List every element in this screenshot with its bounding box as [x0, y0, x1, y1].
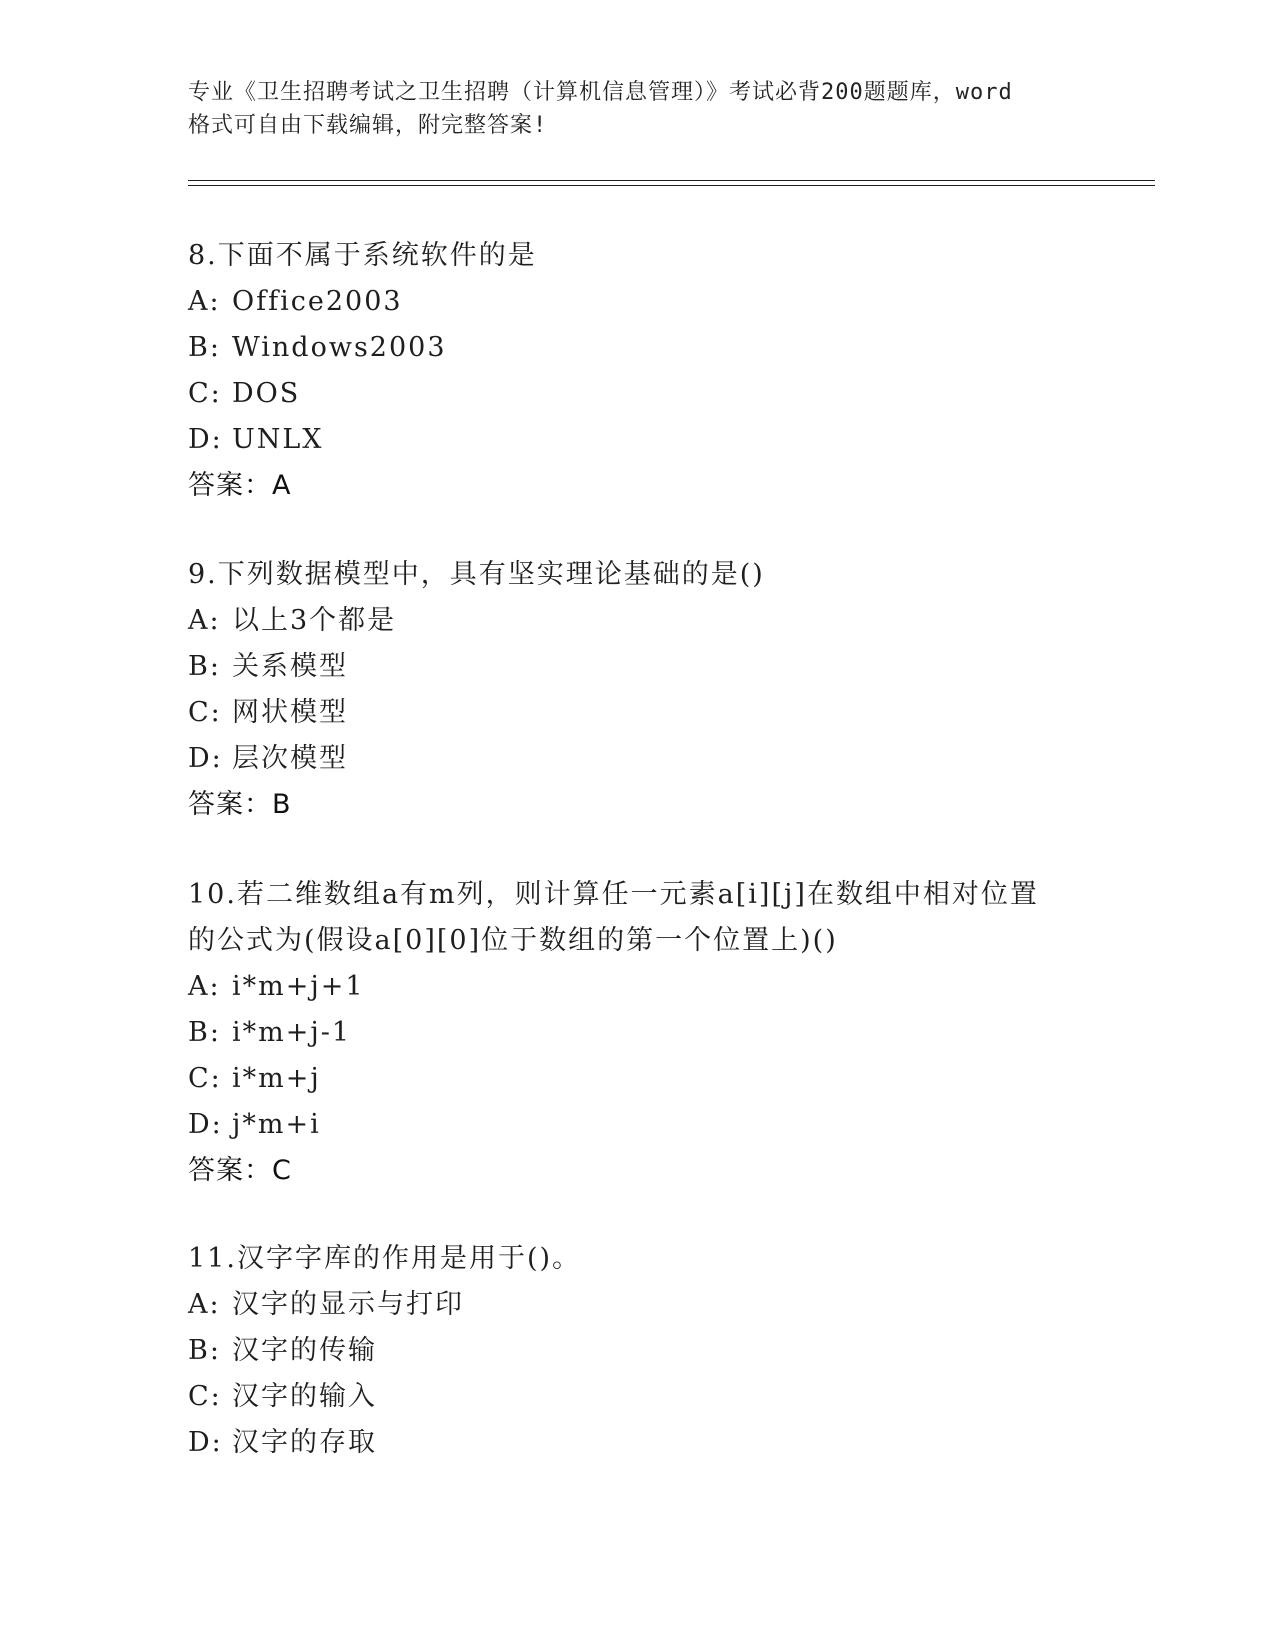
option-key: B:: [188, 1017, 221, 1048]
option-text: j*m+i: [232, 1109, 321, 1140]
option-text: 汉字的传输: [232, 1335, 377, 1366]
option-a: [188, 279, 1088, 325]
option-text: i*m+j+1: [232, 971, 365, 1002]
question-stem: 8.下面不属于系统软件的是: [188, 240, 537, 271]
option-text: Windows2003: [232, 332, 447, 363]
header-divider-bottom: [188, 185, 1155, 186]
option-key: C:: [188, 1381, 222, 1412]
option-c: [188, 1374, 1088, 1420]
option-key: D:: [188, 1427, 223, 1458]
option-a: [188, 1282, 1088, 1328]
option-key: C:: [188, 697, 222, 728]
option-key: B:: [188, 1335, 221, 1366]
option-d: [188, 1420, 1088, 1466]
question-stem-line-2: 的公式为(假设a[0][0]位于数组的第一个位置上)(): [188, 925, 838, 956]
document-header: [188, 76, 1088, 142]
option-text: Office2003: [232, 286, 403, 317]
option-key: C:: [188, 1063, 222, 1094]
question-stem-line-1: 10.若二维数组a有m列，则计算任一元素a[i][j]在数组中相对位置: [188, 879, 1039, 910]
option-text: 层次模型: [232, 743, 348, 774]
option-key: D:: [188, 424, 223, 455]
option-c: [188, 690, 1088, 736]
option-key: A:: [188, 1289, 221, 1320]
option-a: [188, 964, 1088, 1010]
option-text: DOS: [232, 378, 301, 409]
answer-line: 答案：C: [188, 1155, 292, 1186]
option-key: C:: [188, 378, 222, 409]
answer-line: 答案：B: [188, 789, 292, 820]
option-key: A:: [188, 605, 221, 636]
option-key: B:: [188, 332, 221, 363]
option-b: [188, 644, 1088, 690]
option-text: i*m+j-1: [232, 1017, 352, 1048]
header-line-2: 格式可自由下载编辑，附完整答案!: [188, 113, 548, 138]
option-d: [188, 417, 1088, 463]
header-line-1: 专业《卫生招聘考试之卫生招聘（计算机信息管理）》考试必背200题题库，word: [188, 80, 1013, 105]
option-c: [188, 371, 1088, 417]
option-text: 关系模型: [232, 651, 348, 682]
header-divider-top: [188, 180, 1155, 181]
option-d: [188, 736, 1088, 782]
question-stem: 11.汉字字库的作用是用于()。: [188, 1243, 582, 1274]
option-key: D:: [188, 1109, 223, 1140]
answer-line: 答案：A: [188, 470, 292, 501]
option-text: 汉字的显示与打印: [232, 1289, 464, 1320]
option-key: D:: [188, 743, 223, 774]
question-9: [188, 552, 1088, 828]
option-text: 汉字的存取: [232, 1427, 377, 1458]
question-11: [188, 1236, 1088, 1466]
option-c: [188, 1056, 1088, 1102]
option-b: [188, 325, 1088, 371]
option-b: [188, 1328, 1088, 1374]
option-text: i*m+j: [232, 1063, 321, 1094]
option-text: 汉字的输入: [232, 1381, 377, 1412]
question-stem: 9.下列数据模型中，具有坚实理论基础的是(): [188, 559, 765, 590]
question-10: [188, 872, 1088, 1194]
question-8: [188, 233, 1088, 509]
option-key: A:: [188, 286, 221, 317]
option-key: B:: [188, 651, 221, 682]
option-key: A:: [188, 971, 221, 1002]
option-text: 以上3个都是: [232, 605, 397, 636]
option-text: 网状模型: [232, 697, 348, 728]
option-d: [188, 1102, 1088, 1148]
option-b: [188, 1010, 1088, 1056]
option-a: [188, 598, 1088, 644]
option-text: UNLX: [232, 424, 324, 455]
